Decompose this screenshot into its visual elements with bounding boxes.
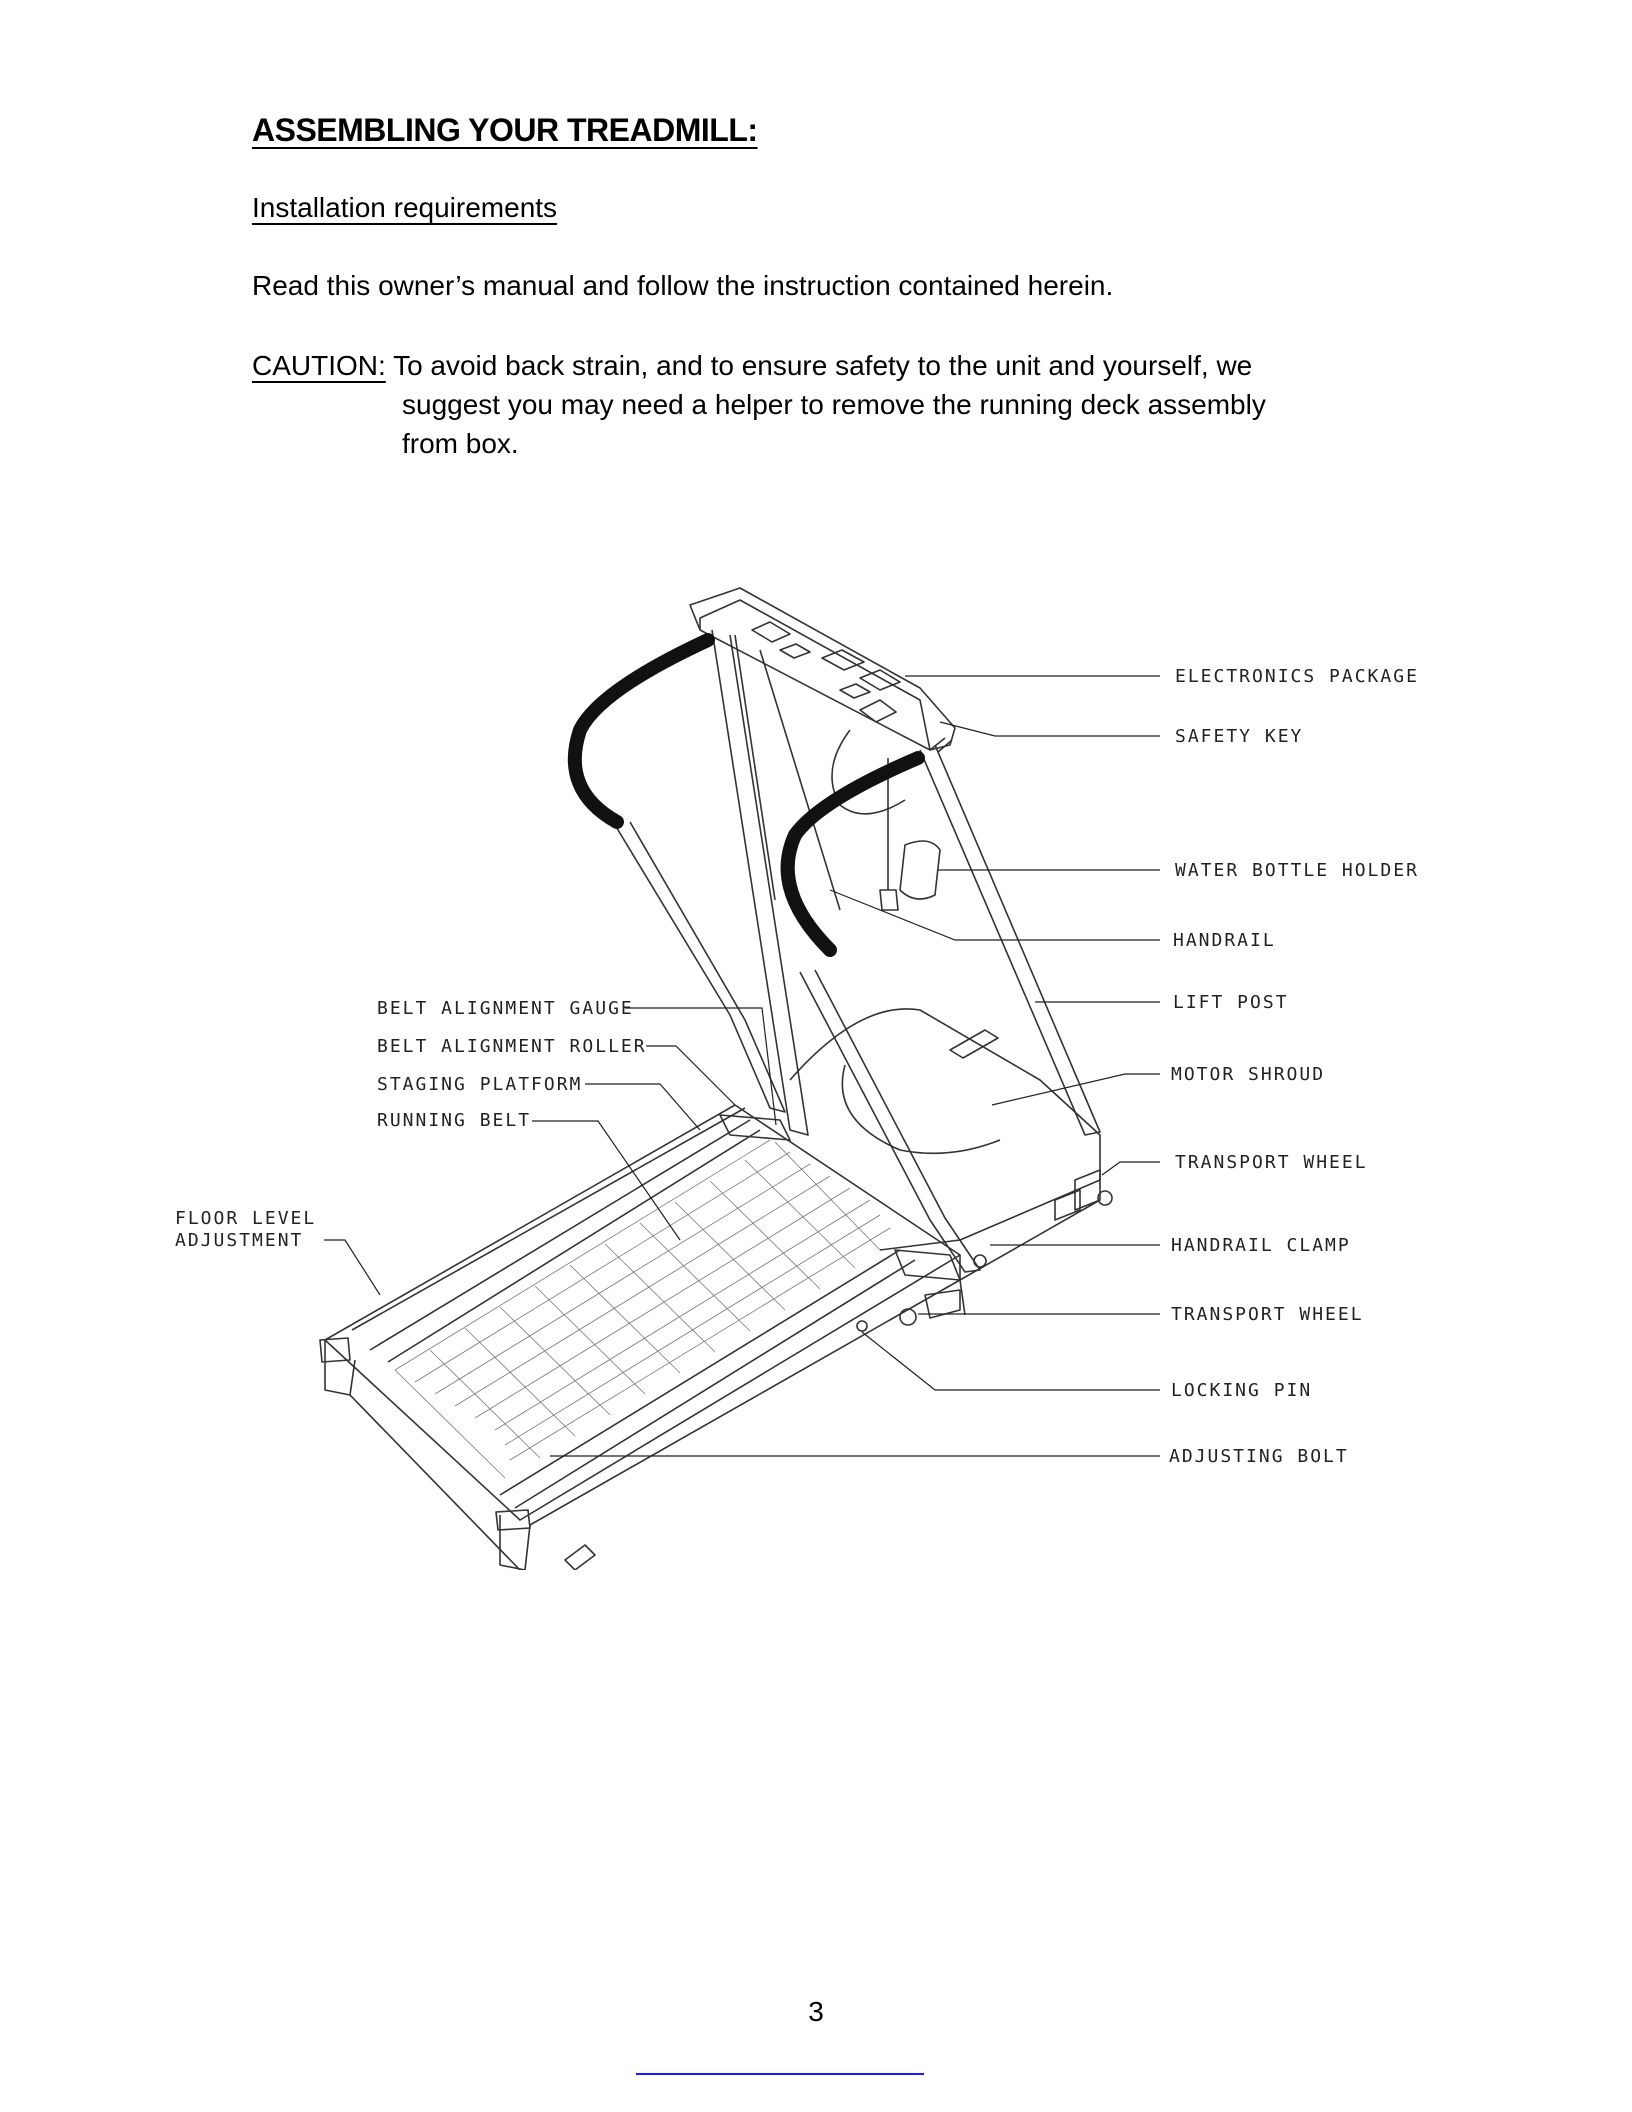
- callout-belt-alignment-gauge: BELT ALIGNMENT GAUGE: [377, 998, 634, 1019]
- callout-floor-level-line1: FLOOR LEVEL: [175, 1208, 317, 1229]
- callout-handrail: HANDRAIL: [1173, 930, 1276, 951]
- caution-line-1: To avoid back strain, and to ensure safety to the unit and yourself, we: [393, 350, 1253, 381]
- page-heading: ASSEMBLING YOUR TREADMILL:: [252, 112, 758, 148]
- callout-running-belt: RUNNING BELT: [377, 1110, 532, 1131]
- motor-shroud-drawing: [790, 1009, 1100, 1250]
- callout-transport-wheel-upper: TRANSPORT WHEEL: [1175, 1152, 1368, 1173]
- caution-note: [252, 346, 1402, 463]
- callout-water-bottle-holder: WATER BOTTLE HOLDER: [1175, 860, 1419, 881]
- running-belt-mesh: [395, 1140, 890, 1478]
- callout-floor-level-line2: ADJUSTMENT: [175, 1230, 304, 1251]
- callout-electronics-package: ELECTRONICS PACKAGE: [1175, 666, 1419, 687]
- caution-line-3: from box.: [402, 428, 519, 459]
- leader-lines: [324, 676, 1160, 1456]
- caution-label: CAUTION:: [252, 350, 386, 381]
- callout-handrail-clamp: HANDRAIL CLAMP: [1171, 1235, 1351, 1256]
- page-number: 3: [808, 1996, 824, 2027]
- upright-posts: [712, 630, 1100, 1135]
- callout-transport-wheel-lower: TRANSPORT WHEEL: [1171, 1304, 1364, 1325]
- callout-locking-pin: LOCKING PIN: [1171, 1380, 1313, 1401]
- wheels-and-bolts: [565, 1190, 1112, 1570]
- section-subheading: Installation requirements: [252, 192, 558, 223]
- callout-staging-platform: STAGING PLATFORM: [377, 1074, 583, 1095]
- console-drawing: [690, 588, 955, 752]
- treadmill-illustration: [0, 560, 1632, 1570]
- right-callouts: [1169, 666, 1419, 1467]
- footer-rule: [636, 2073, 924, 2075]
- deck-frame: [325, 1105, 1100, 1570]
- callout-adjusting-bolt: ADJUSTING BOLT: [1169, 1446, 1349, 1467]
- callout-belt-alignment-roller: BELT ALIGNMENT ROLLER: [377, 1036, 647, 1057]
- left-callouts: [175, 998, 647, 1251]
- treadmill-diagram: [0, 560, 1632, 1570]
- callout-safety-key: SAFETY KEY: [1175, 726, 1304, 747]
- caution-line-2: suggest you may need a helper to remove the running deck assembly: [402, 389, 1266, 420]
- callout-lift-post: LIFT POST: [1173, 992, 1289, 1013]
- handrail-grips: [575, 640, 918, 950]
- callout-motor-shroud: MOTOR SHROUD: [1171, 1064, 1326, 1085]
- instruction-paragraph: Read this owner’s manual and follow the instruction contained herein.: [252, 270, 1114, 301]
